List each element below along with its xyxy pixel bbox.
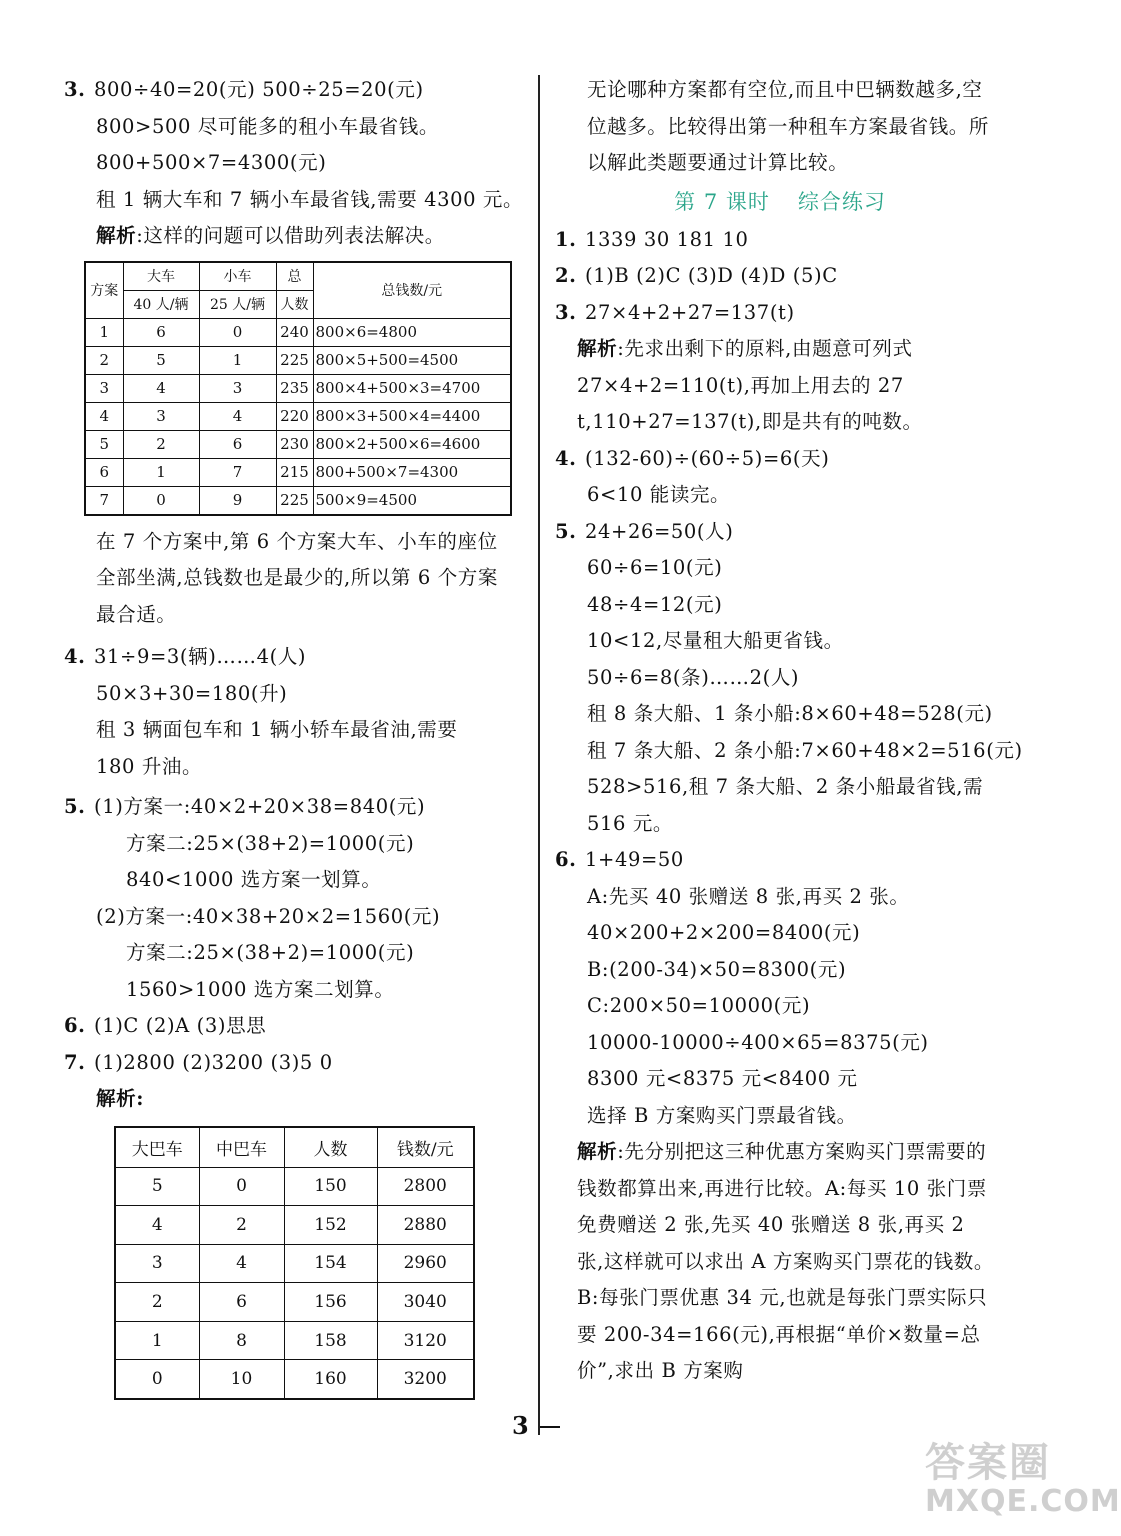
r-q4-line2: 6<10 能读完。 [587, 483, 731, 506]
q3-line4: 租 1 辆大车和 7 辆小车最省钱,需要 4300 元。 [96, 187, 524, 211]
q5-line5: 方案二:25×(38+2)=1000(元) [126, 941, 415, 964]
header-cost: 钱数/元 [377, 1127, 474, 1168]
r-q6-line6: 10000-10000÷400×65=8375(元) [587, 1030, 929, 1054]
r-q1-line: 1. 1339 30 181 10 [555, 227, 749, 251]
header-total-a: 总 [276, 262, 313, 291]
table-row: 2 5 1 225 800×5+500=4500 [85, 346, 511, 374]
intro-text: 无论哪种方案都有空位,而且中巴辆数越多,空位越多。比较得出第一种租车方案最省钱。所以解此类题要通过计算比较。 [587, 78, 990, 174]
q5-line2: 方案二:25×(38+2)=1000(元) [126, 831, 415, 855]
q7-analysis: 解析: [96, 1087, 144, 1110]
table-row: 4 2 152 2880 [115, 1206, 474, 1245]
r-q6-line7: 8300 元<8375 元<8400 元 [587, 1067, 858, 1090]
table-row: 7 0 9 225 500×9=4500 [85, 486, 511, 515]
r-q5-line3: 48÷4=12(元) [587, 592, 723, 616]
q4-line4: 180 升油。 [96, 754, 203, 778]
header-big-car: 大车 [123, 262, 199, 291]
r-q6-analysis: 解析:先分别把这三种优惠方案购买门票需要的钱数都算出来,再进行比较。A:每买 10 张门票免费赠送 2 张,先买 40 张赠送 8 张,再买 2 张,这样就可以求出 A 方案购买门票花的钱数。B:每张门票优惠 34 元,也就是每张门票实际只要 200-34=166(元),再根据“单价×数量=总价”,求出 B 方案购 [577, 1140, 994, 1382]
r-q5-line1: 5. 24+26=50(人) [555, 519, 734, 543]
q3-conclusion: 在 7 个方案中,第 6 个方案大车、小车的座位全部坐满,总钱数也是最少的,所以第 6 个方案最合适。 [96, 529, 499, 626]
q5-line3: 840<1000 选方案一划算。 [126, 868, 382, 891]
r-q5-line7: 租 7 条大船、2 条小船:7×60+48×2=516(元) [587, 738, 1023, 762]
header-small-cap: 25 人/辆 [199, 290, 276, 318]
q4-line2: 50×3+30=180(升) [96, 681, 288, 705]
table-row: 1 6 0 240 800×6=4800 [85, 318, 511, 346]
q5-line4: (2)方案一:40×38+20×2=1560(元) [96, 904, 441, 928]
watermark-logo [925, 1440, 1121, 1530]
r-q5-line2: 60÷6=10(元) [587, 556, 723, 579]
q5-line6: 1560>1000 选方案二划算。 [126, 977, 395, 1001]
r-q5-line8: 528>516,租 7 条大船、2 条小船最省钱,需 [587, 775, 984, 798]
q3-line1: 3. 800÷40=20(元) 500÷25=20(元) [64, 78, 424, 101]
q6-line: 6. (1)C (2)A (3)思思 [64, 1014, 267, 1037]
header-people: 人数 [284, 1127, 377, 1168]
bus-table [114, 1126, 475, 1401]
r-q3-line: 3. 27×4+2+27=137(t) [555, 300, 795, 324]
r-q2-line: 2. (1)B (2)C (3)D (4)D (5)C [555, 264, 838, 287]
r-q6-line5: C:200×50=10000(元) [587, 994, 811, 1017]
header-plan: 方案 [85, 262, 123, 319]
table-row: 3 4 154 2960 [115, 1244, 474, 1283]
table-row: 5 2 6 230 800×2+500×6=4600 [85, 430, 511, 458]
header-big-cap: 40 人/辆 [123, 290, 199, 318]
q5-line1: 5. (1)方案一:40×2+20×38=840(元) [64, 795, 426, 818]
q3-analysis: 解析:这样的问题可以借助列表法解决。 [96, 224, 445, 247]
header-big-bus: 大巴车 [115, 1127, 199, 1168]
table-row: 1 8 158 3120 [115, 1321, 474, 1360]
r-q5-line5: 50÷6=8(条)……2(人) [587, 665, 800, 689]
header-small-car: 小车 [199, 262, 276, 291]
r-q4-line1: 4. (132-60)÷(60÷5)=6(天) [555, 446, 830, 470]
watermark-line2: MXQE.COM [925, 1484, 1121, 1519]
q4-line3: 租 3 辆面包车和 1 辆小轿车最省油,需要 [96, 718, 458, 741]
r-q6-line2: A:先买 40 张赠送 8 张,再买 2 张。 [587, 884, 910, 908]
r-q5-line6: 租 8 条大船、1 条小船:8×60+48=528(元) [587, 702, 993, 725]
table-row: 0 10 160 3200 [115, 1360, 474, 1399]
q7-line: 7. (1)2800 (2)3200 (3)5 0 [64, 1050, 333, 1074]
page-number-dash [540, 1426, 560, 1428]
r-q6-line3: 40×200+2×200=8400(元) [587, 921, 861, 944]
table-row: 5 0 150 2800 [115, 1167, 474, 1206]
page-number: 3 [512, 1411, 529, 1440]
table-row: 3 4 3 235 800×4+500×3=4700 [85, 374, 511, 402]
table-row: 2 6 156 3040 [115, 1283, 474, 1322]
header-mid-bus: 中巴车 [199, 1127, 284, 1168]
plan-table [84, 261, 512, 516]
q3-line2: 800>500 尽可能多的租小车最省钱。 [96, 114, 439, 138]
watermark-line1: 答案圈 [925, 1440, 1051, 1486]
header-money: 总钱数/元 [313, 262, 511, 319]
r-q3-analysis: 解析:先求出剩下的原料,由题意可列式 27×4+2=110(t),再加上用去的 27 t,110+27=137(t),即是共有的吨数。 [577, 337, 923, 433]
table-row: 6 1 7 215 800+500×7=4300 [85, 458, 511, 486]
r-q6-line4: B:(200-34)×50=8300(元) [587, 957, 847, 981]
r-q5-line9: 516 元。 [587, 811, 674, 835]
r-q5-line4: 10<12,尽量租大船更省钱。 [587, 629, 844, 652]
q4-line1: 4. 31÷9=3(辆)……4(人) [64, 645, 307, 668]
q3-line3: 800+500×7=4300(元) [96, 151, 327, 174]
r-q6-line8: 选择 B 方案购买门票最省钱。 [587, 1103, 857, 1127]
r-q6-line1: 6. 1+49=50 [555, 848, 684, 871]
header-total-b: 人数 [276, 290, 313, 318]
column-divider [538, 75, 540, 1435]
lesson-heading: 第 7 课时 综合练习 [674, 189, 886, 214]
left-column [64, 72, 524, 1404]
right-column [555, 72, 1023, 1390]
table-row: 4 3 4 220 800×3+500×4=4400 [85, 402, 511, 430]
